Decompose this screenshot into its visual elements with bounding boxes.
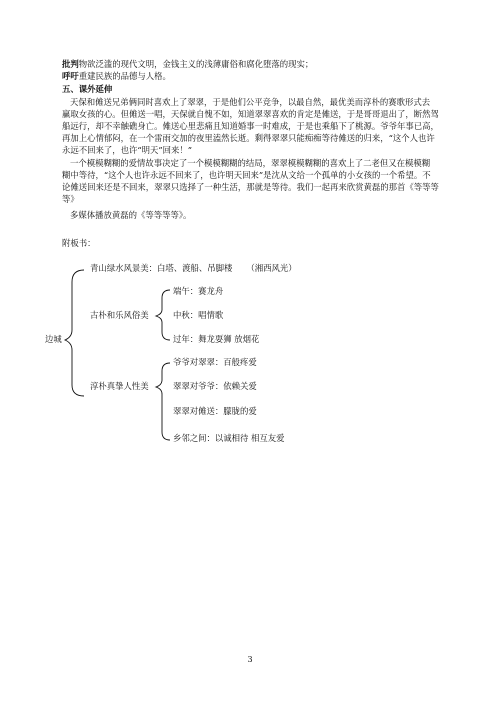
critique-text: 物欲泛滥的现代文明，金钱主义的浅薄庸俗和腐化堕落的现实； (78, 59, 314, 69)
paragraph-1-line: 天保和傩送兄弟俩同时喜欢上了翠翠，于是他们公平竞争，以最自然，最优美而淳朴的赛歌形式去 (70, 97, 431, 107)
paragraph-1-line: 再加上心情郁闷，在一个雷雨交加的夜里溘然长逝。剩得翠翠只能痴痴等待傩送的归来，“这个人也许 (62, 133, 435, 143)
branch-scenery-text: 青山绿水风景美：白塔、渡船、吊脚楼 (90, 263, 233, 273)
paragraph-1-line: 永远不回来了，也许“明天”回来！” (62, 145, 193, 155)
paragraph-3: 多媒体播放黄磊的《等等等等》。 (70, 210, 192, 220)
branch-humanity: 淳朴真挚人性美 (90, 381, 149, 391)
humanity-item: 乡邻之间：以诚相待 相互友爱 (173, 433, 285, 443)
paragraph-2-line: 等》 (62, 194, 79, 204)
root-label: 边城 (45, 334, 62, 344)
branch-scenery-note: （湘西风光） (246, 263, 297, 273)
board-label: 附板书： (62, 238, 96, 248)
section-heading: 五、课外延伸 (62, 84, 113, 94)
custom-item: 端午：赛龙舟 (173, 286, 224, 296)
paragraph-1-line: 赢取女孩的心。但傩送一唱，天保就自愧不如，知道翠翠喜欢的肯定是傩送，于是哥哥退出了，断然驾 (62, 109, 439, 119)
custom-item: 中秋：唱情歌 (173, 310, 224, 320)
main-brace (65, 270, 84, 396)
paragraph-2-line: 一个模模糊糊的爱情故事决定了一个模模糊糊的结局，翠翠模模糊糊的喜欢上了二老但又在模模糊 (70, 158, 431, 168)
humanity-item: 翠翠对爷爷：依赖关爱 (173, 381, 257, 391)
sub-brace-humanity (156, 363, 170, 440)
critique-key: 批判 (62, 59, 79, 69)
appeal-key: 呼吁 (62, 71, 79, 81)
appeal-text: 重建民族的品德与人格。 (78, 71, 171, 81)
sub-brace-custom (156, 290, 170, 340)
humanity-item: 翠翠对傩送：朦胧的爱 (173, 406, 257, 416)
branch-custom: 古朴和乐风俗美 (90, 310, 149, 320)
paragraph-1-line: 船远行，却不幸触礁身亡。傩送心里悲痛且知道婚事一时难成，于是也乘船下了桃源。爷爷年事已高， (62, 121, 439, 131)
paragraph-2-line: 糊中等待，“这个人也许永远不回来了，也许明天回来”是沈从文给一个孤单的小女孩的一个希望。不 (62, 170, 431, 180)
page-number: 3 (247, 655, 253, 664)
humanity-item: 爷爷对翠翠：百般疼爱 (173, 357, 257, 367)
branch-scenery (90, 263, 297, 274)
custom-item: 过年：舞龙耍狮 放烟花 (173, 334, 260, 344)
paragraph-2-line: 论傩送回来还是不回来，翠翠只选择了一种生活，那就是等待。我们一起再来欣赏黄磊的那首《等等等 (62, 182, 439, 192)
